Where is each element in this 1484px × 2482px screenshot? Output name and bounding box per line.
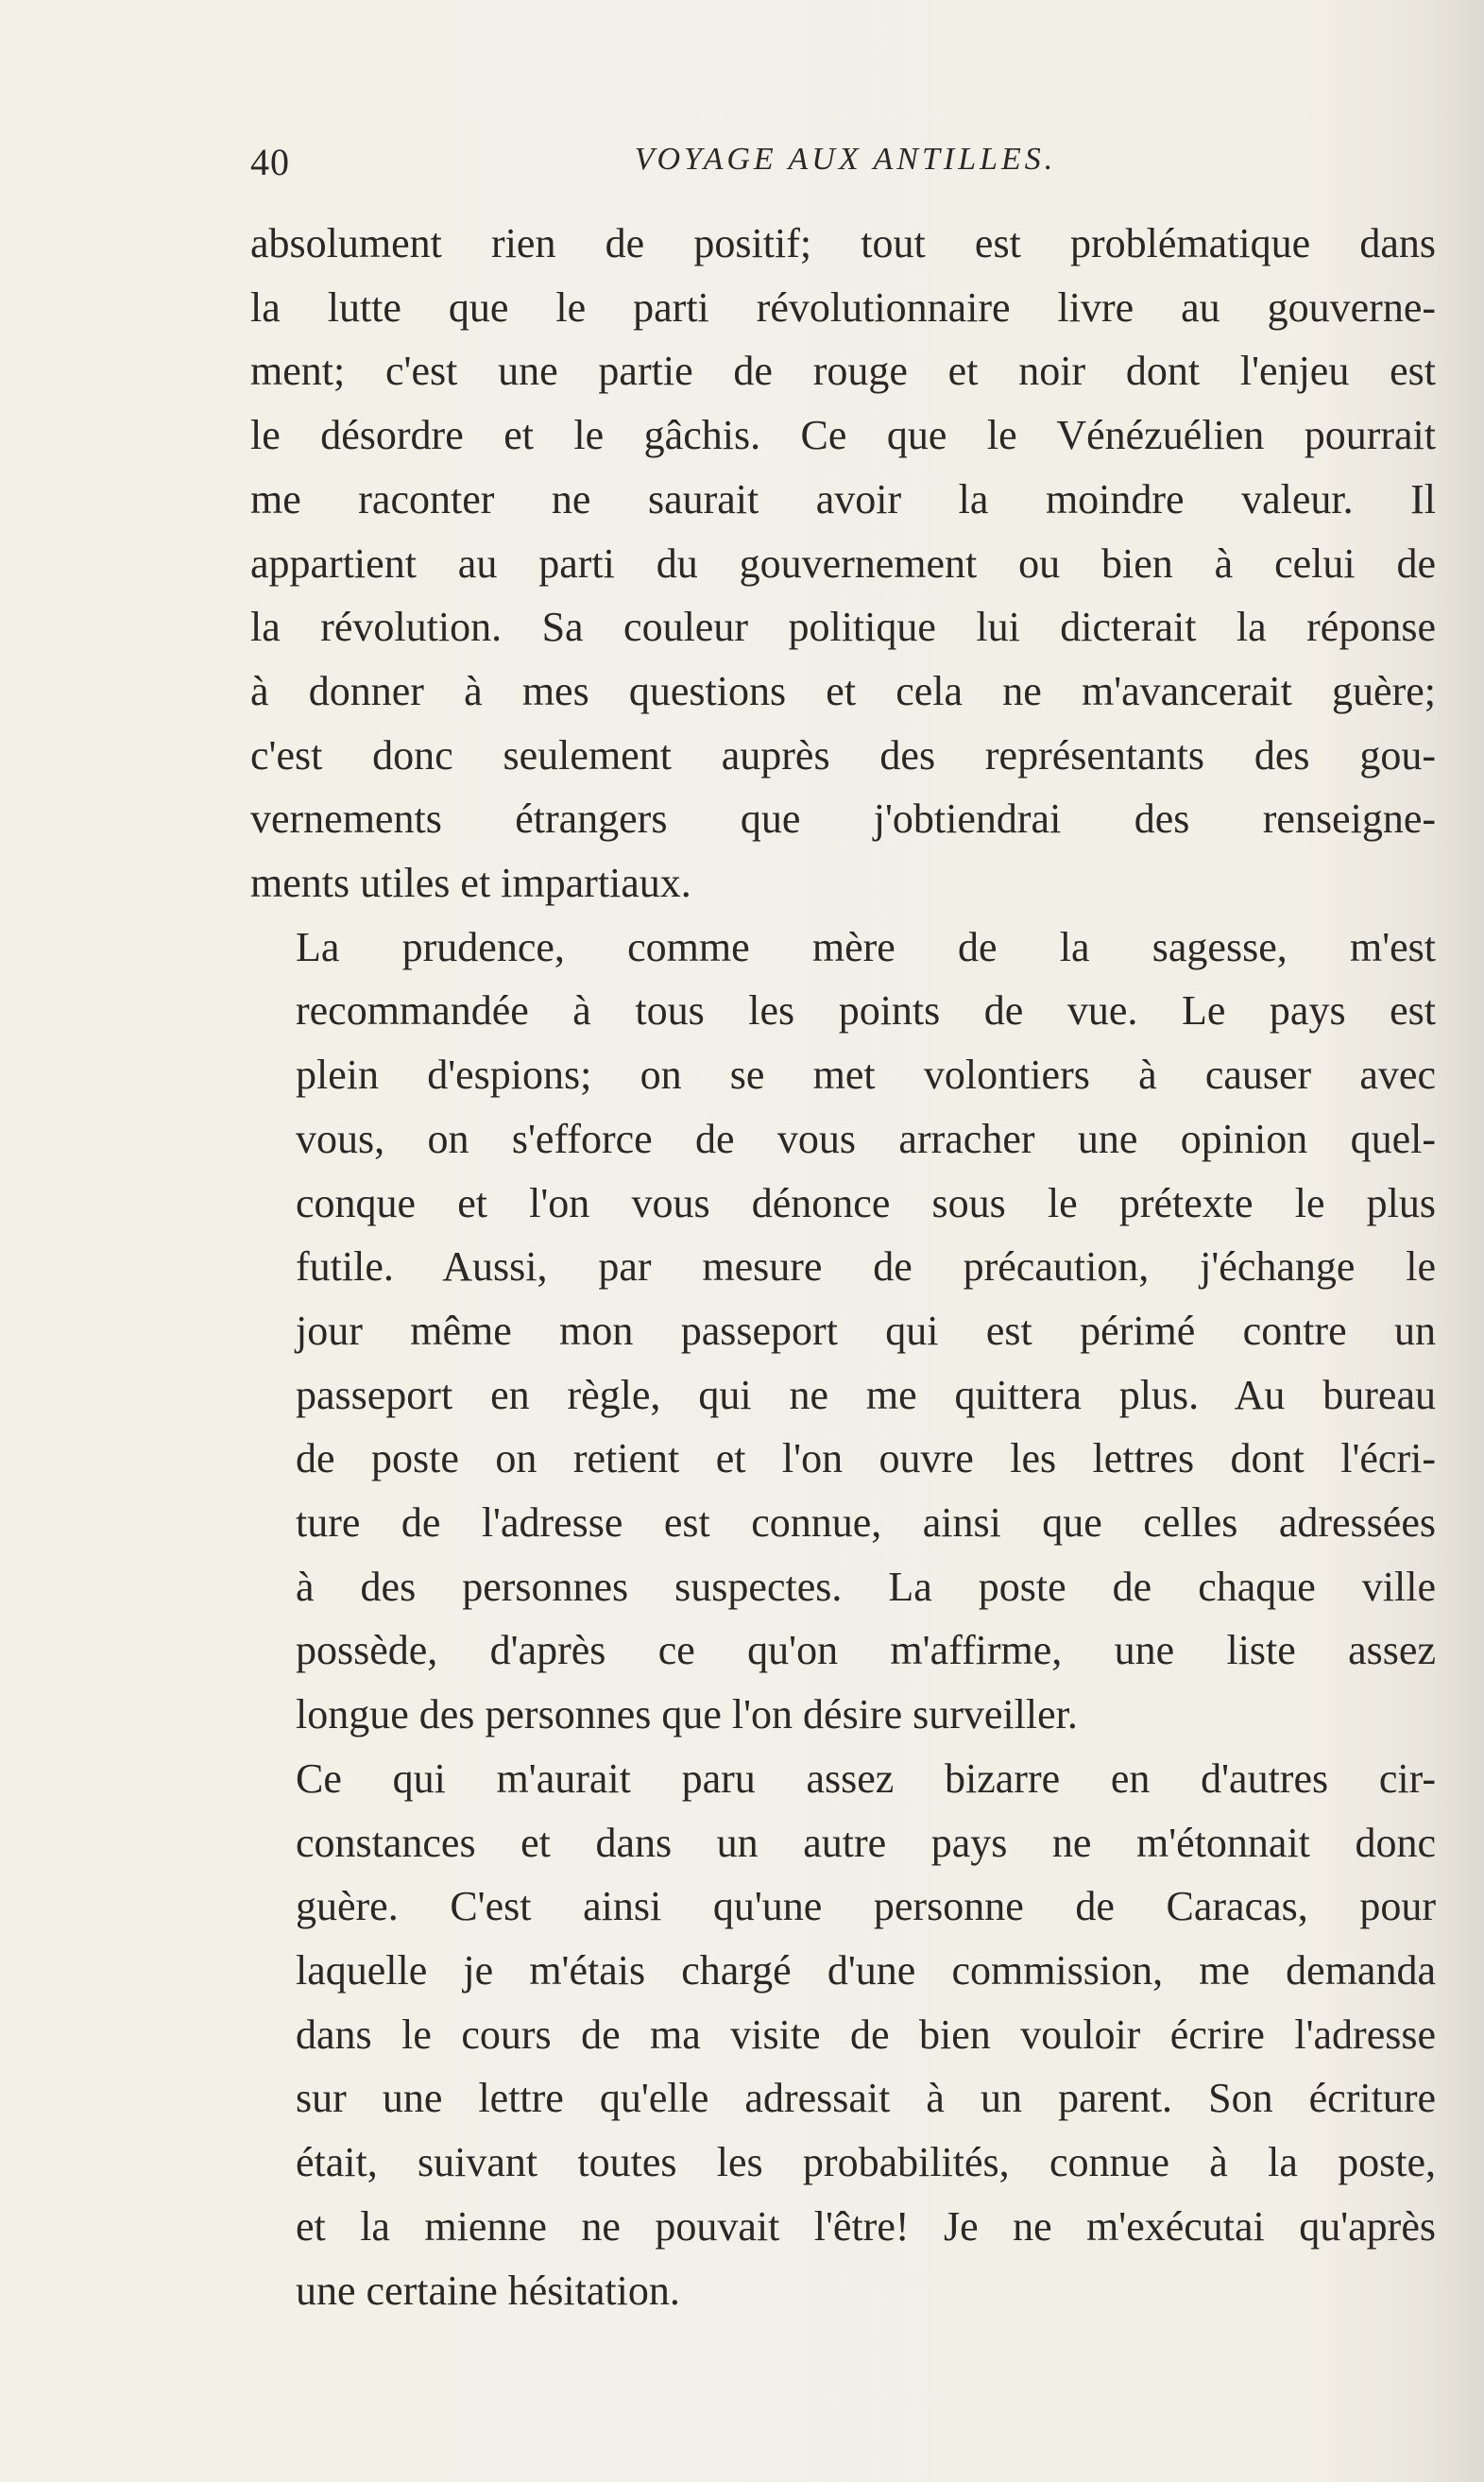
body-text bbox=[250, 212, 1436, 2322]
text-line: sur une lettre qu'elle adressait à un parent. Son écriture bbox=[296, 2075, 1436, 2122]
text-line: plein d'espions; on se met volontiers à causer avec bbox=[296, 1052, 1436, 1099]
text-line: à des personnes suspectes. La poste de chaque ville bbox=[296, 1563, 1436, 1610]
text-line: constances et dans un autre pays ne m'étonnait donc bbox=[296, 1819, 1436, 1866]
text-line: une certaine hésitation. bbox=[296, 2267, 680, 2314]
text-line: vous, on s'efforce de vous arracher une opinion quel- bbox=[296, 1115, 1436, 1162]
text-line: recommandée à tous les points de vue. Le pays est bbox=[296, 987, 1436, 1035]
running-head bbox=[250, 140, 1441, 187]
text-line: de poste on retient et l'on ouvre les lettres dont l'écri- bbox=[296, 1435, 1436, 1482]
text-line: c'est donc seulement auprès des représentants des gou- bbox=[250, 731, 1436, 779]
text-line: La prudence, comme mère de la sagesse, m'est bbox=[296, 923, 1436, 970]
text-line: futile. Aussi, par mesure de précaution, j'échange le bbox=[296, 1243, 1436, 1291]
text-line: me raconter ne saurait avoir la moindre valeur. Il bbox=[250, 475, 1436, 522]
running-title: VOYAGE AUX ANTILLES. bbox=[634, 142, 1057, 177]
paragraph bbox=[250, 916, 1436, 1747]
text-line: la révolution. Sa couleur politique lui dicterait la réponse bbox=[250, 604, 1436, 651]
text-line: guère. C'est ainsi qu'une personne de Caracas, pour bbox=[296, 1883, 1436, 1930]
text-line: appartient au parti du gouvernement ou bien à celui de bbox=[250, 539, 1436, 587]
text-line: dans le cours de ma visite de bien vouloir écrire l'adresse bbox=[296, 2011, 1436, 2058]
paragraph bbox=[250, 212, 1436, 916]
text-line: était, suivant toutes les probabilités, connue à la poste, bbox=[296, 2139, 1436, 2186]
text-line: possède, d'après ce qu'on m'affirme, une liste assez bbox=[296, 1627, 1436, 1674]
page-number: 40 bbox=[250, 141, 290, 183]
text-line: la lutte que le parti révolutionnaire livre au gouverne- bbox=[250, 283, 1436, 331]
text-line: jour même mon passeport qui est périmé contre un bbox=[296, 1307, 1436, 1354]
text-line: conque et l'on vous dénonce sous le prétexte le plus bbox=[296, 1179, 1436, 1226]
text-line: ments utiles et impartiaux. bbox=[250, 860, 691, 907]
text-line: vernements étrangers que j'obtiendrai des renseigne- bbox=[250, 796, 1436, 843]
text-line: Ce qui m'aurait paru assez bizarre en d'autres cir- bbox=[296, 1755, 1436, 1802]
text-line: et la mienne ne pouvait l'être! Je ne m'exécutai qu'après bbox=[296, 2202, 1436, 2250]
text-line: ment; c'est une partie de rouge et noir dont l'enjeu est bbox=[250, 348, 1436, 395]
paragraph bbox=[250, 1747, 1436, 2322]
text-line: le désordre et le gâchis. Ce que le Vénézuélien pourrait bbox=[250, 412, 1436, 459]
text-line: absolument rien de positif; tout est problématique dans bbox=[250, 220, 1436, 266]
text-line: longue des personnes que l'on désire surveiller. bbox=[296, 1691, 1078, 1738]
text-line: laquelle je m'étais chargé d'une commission, me demanda bbox=[296, 1946, 1436, 1994]
text-line: ture de l'adresse est connue, ainsi que celles adressées bbox=[296, 1499, 1436, 1547]
text-line: à donner à mes questions et cela ne m'avancerait guère; bbox=[250, 667, 1436, 714]
text-line: passeport en règle, qui ne me quittera plus. Au bureau bbox=[296, 1371, 1436, 1418]
